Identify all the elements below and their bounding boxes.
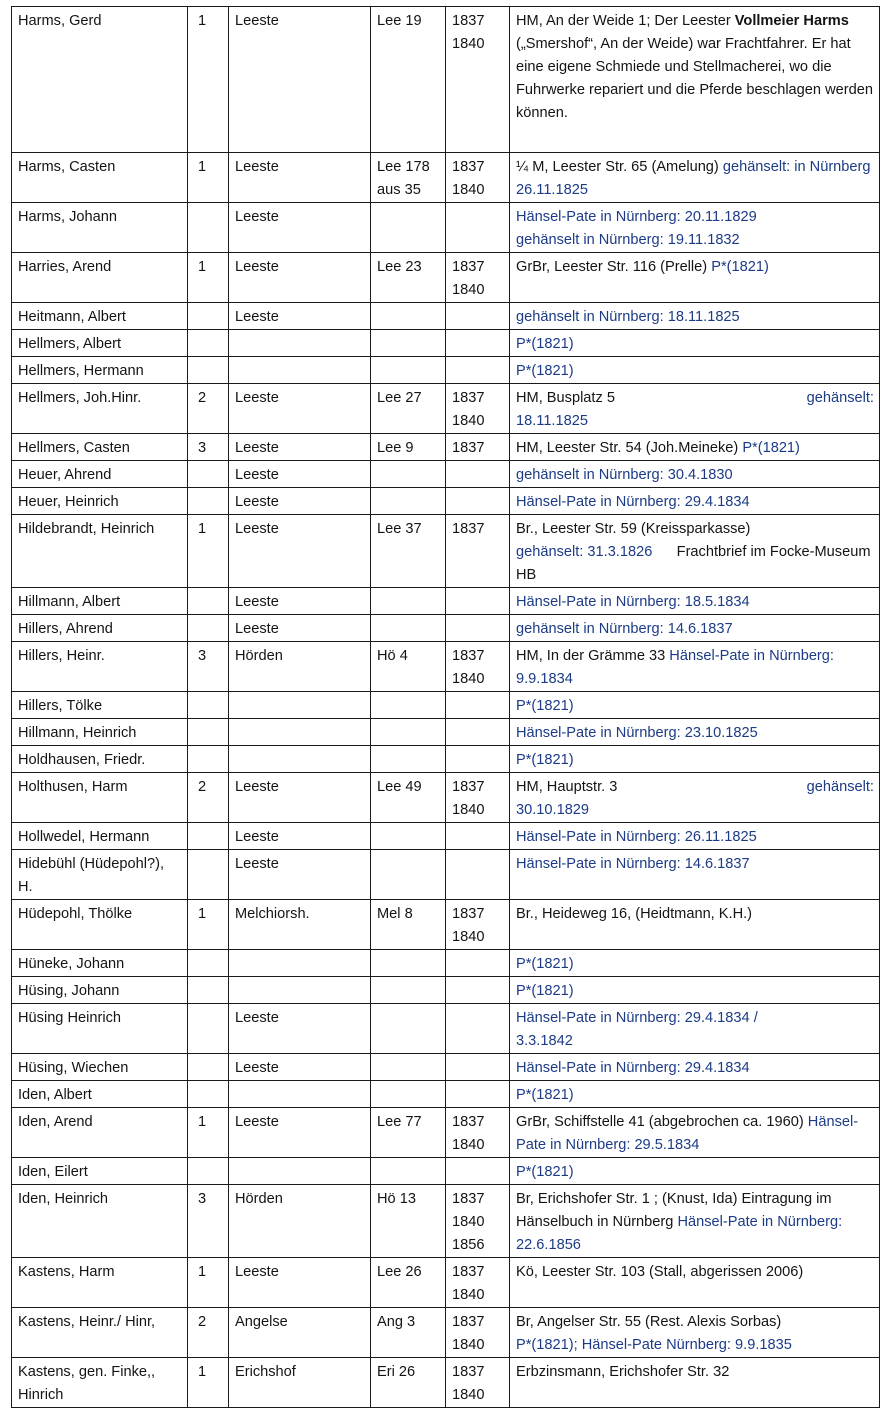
name-cell: Hollwedel, Hermann [12, 823, 188, 850]
lee-cell [371, 588, 446, 615]
place-cell: Leeste [229, 850, 371, 900]
name-cell: Hillers, Ahrend [12, 615, 188, 642]
years-cell [446, 7, 510, 153]
name-cell: Hellmers, Albert [12, 330, 188, 357]
name-cell: Holdhausen, Friedr. [12, 746, 188, 773]
note-blue-text: gehänselt: [806, 779, 874, 795]
lee-cell: Lee 27 [371, 384, 446, 434]
year: 1837 [452, 13, 485, 29]
number-cell [188, 588, 229, 615]
number-cell: 1 [188, 1358, 229, 1408]
note-cell [510, 515, 880, 588]
lee-cell: Lee 19 [371, 7, 446, 153]
note-blue-text: Hänsel-Pate Nürnberg: 9.9.1835 [581, 1337, 792, 1353]
lee-cell: Ang 3 [371, 1308, 446, 1358]
lee-cell: Lee 77 [371, 1108, 446, 1158]
place-cell: Leeste [229, 773, 371, 823]
lee-cell: Lee 37 [371, 515, 446, 588]
number-cell [188, 850, 229, 900]
note-text: Br, Angelser Str. 55 (Rest. Alexis Sorbas) [516, 1314, 782, 1330]
lee-cell [371, 977, 446, 1004]
note-cell [510, 1185, 880, 1258]
note-blue-text: 3.3.1842 [516, 1033, 573, 1049]
name-cell: Hidebühl (Hüdepohl?), H. [12, 850, 188, 900]
place-cell: Leeste [229, 515, 371, 588]
table-row [12, 1358, 880, 1408]
lee-value: Lee 178 [377, 159, 430, 175]
name-cell: Heitmann, Albert [12, 303, 188, 330]
years-cell [446, 950, 510, 977]
note-cell: P*(1821) [510, 1158, 880, 1185]
name-cell: Hellmers, Casten [12, 434, 188, 461]
years-cell [446, 1308, 510, 1358]
place-cell [229, 719, 371, 746]
year: 1840 [452, 671, 485, 687]
table-row [12, 977, 880, 1004]
years-cell [446, 1258, 510, 1308]
note-blue-text: gehänselt in Nürnberg: 19.11.1832 [516, 232, 740, 248]
years-cell [446, 773, 510, 823]
register-table [11, 6, 880, 1408]
year: 1837 [452, 1314, 485, 1330]
note-cell: P*(1821) [510, 977, 880, 1004]
place-cell: Hörden [229, 642, 371, 692]
table-row [12, 153, 880, 203]
table-row [12, 1158, 880, 1185]
name-cell: Heuer, Heinrich [12, 488, 188, 515]
name-cell: Hillmann, Albert [12, 588, 188, 615]
note-cell: gehänselt in Nürnberg: 18.11.1825 [510, 303, 880, 330]
note-blue-text: 18.11.1825 [516, 413, 588, 429]
note-blue-text: gehänselt: in Nürnberg 26.11.1825 [516, 159, 871, 198]
name-cell: Iden, Arend [12, 1108, 188, 1158]
place-cell: Leeste [229, 461, 371, 488]
year: 1840 [452, 1387, 485, 1403]
name-cell: Hüneke, Johann [12, 950, 188, 977]
note-cell: Hänsel-Pate in Nürnberg: 29.4.1834 [510, 488, 880, 515]
place-cell: Leeste [229, 823, 371, 850]
year: 1840 [452, 1137, 485, 1153]
note-blue-text: Hänsel-Pate in Nürnberg: 22.6.1856 [516, 1214, 843, 1253]
years-cell [446, 719, 510, 746]
lee-cell [371, 488, 446, 515]
number-cell: 1 [188, 7, 229, 153]
table-row [12, 719, 880, 746]
number-cell: 1 [188, 900, 229, 950]
place-cell [229, 1081, 371, 1108]
name-cell: Heuer, Ahrend [12, 461, 188, 488]
year: 1837 [452, 1114, 485, 1130]
years-cell [446, 203, 510, 253]
place-cell [229, 746, 371, 773]
number-cell [188, 950, 229, 977]
note-cell: Erbzinsmann, Erichshofer Str. 32 [510, 1358, 880, 1408]
lee-cell [371, 1158, 446, 1185]
note-bold-text: Vollmeier Harms [734, 13, 849, 29]
table-row [12, 253, 880, 303]
name-cell: Kastens, Harm [12, 1258, 188, 1308]
place-cell [229, 977, 371, 1004]
years-cell [446, 434, 510, 461]
lee-cell: Mel 8 [371, 900, 446, 950]
years-cell [446, 1054, 510, 1081]
place-cell: Leeste [229, 153, 371, 203]
place-cell: Melchiorsh. [229, 900, 371, 950]
table-row [12, 515, 880, 588]
note-cell [510, 434, 880, 461]
years-cell [446, 1108, 510, 1158]
name-cell: Hüsing Heinrich [12, 1004, 188, 1054]
number-cell [188, 303, 229, 330]
place-cell: Leeste [229, 1054, 371, 1081]
number-cell: 1 [188, 1258, 229, 1308]
place-cell: Leeste [229, 434, 371, 461]
name-cell: Harms, Casten [12, 153, 188, 203]
years-cell [446, 357, 510, 384]
number-cell [188, 357, 229, 384]
lee-cell: Lee 23 [371, 253, 446, 303]
number-cell [188, 330, 229, 357]
place-cell: Leeste [229, 203, 371, 253]
lee-cell [371, 153, 446, 203]
table-row [12, 1054, 880, 1081]
number-cell: 1 [188, 153, 229, 203]
table-row [12, 642, 880, 692]
years-cell [446, 642, 510, 692]
table-row [12, 746, 880, 773]
place-cell: Leeste [229, 488, 371, 515]
years-cell [446, 1358, 510, 1408]
number-cell: 2 [188, 384, 229, 434]
place-cell: Leeste [229, 1258, 371, 1308]
lee-cell [371, 719, 446, 746]
number-cell [188, 977, 229, 1004]
year: 1837 [452, 259, 485, 275]
table-row [12, 950, 880, 977]
table-row [12, 773, 880, 823]
note-text: GrBr, Schiffstelle 41 (abgebrochen ca. 1960) [516, 1114, 804, 1130]
number-cell [188, 1081, 229, 1108]
lee-cell: Lee 49 [371, 773, 446, 823]
table-row [12, 7, 880, 153]
year: 1840 [452, 413, 485, 429]
years-cell [446, 153, 510, 203]
note-blue-text: Hänsel-Pate in Nürnberg: 29.4.1834 / [516, 1010, 758, 1026]
year: 1840 [452, 282, 485, 298]
note-cell: Hänsel-Pate in Nürnberg: 23.10.1825 [510, 719, 880, 746]
table-row [12, 488, 880, 515]
years-cell [446, 1004, 510, 1054]
years-cell [446, 1185, 510, 1258]
place-cell: Erichshof [229, 1358, 371, 1408]
lee-cell: Hö 4 [371, 642, 446, 692]
place-cell [229, 1158, 371, 1185]
lee-cell [371, 357, 446, 384]
year: 1837 [452, 390, 485, 406]
note-cell [510, 642, 880, 692]
note-blue-text: 30.10.1829 [516, 802, 590, 818]
number-cell [188, 203, 229, 253]
year: 1840 [452, 182, 485, 198]
note-text: Br., Leester Str. 59 (Kreissparkasse) [516, 521, 751, 537]
document-page [11, 6, 879, 1403]
year: 1837 [452, 521, 485, 537]
note-cell: Br., Heideweg 16, (Heidtmann, K.H.) [510, 900, 880, 950]
note-text: HM, Hauptstr. 3 [516, 779, 618, 795]
year: 1840 [452, 929, 485, 945]
lee-cell [371, 692, 446, 719]
number-cell: 3 [188, 434, 229, 461]
name-cell: Hillers, Heinr. [12, 642, 188, 692]
note-cell: P*(1821) [510, 950, 880, 977]
lee-cell [371, 461, 446, 488]
years-cell [446, 823, 510, 850]
table-row [12, 203, 880, 253]
name-cell: Hillers, Tölke [12, 692, 188, 719]
year: 1837 [452, 779, 485, 795]
number-cell [188, 1004, 229, 1054]
note-cell: Hänsel-Pate in Nürnberg: 26.11.1825 [510, 823, 880, 850]
place-cell [229, 357, 371, 384]
place-cell [229, 950, 371, 977]
years-cell [446, 746, 510, 773]
years-cell [446, 977, 510, 1004]
note-cell: P*(1821) [510, 357, 880, 384]
lee-cell: Lee 9 [371, 434, 446, 461]
place-cell: Leeste [229, 1108, 371, 1158]
years-cell [446, 850, 510, 900]
note-cell: P*(1821) [510, 1081, 880, 1108]
note-text: HM, Leester Str. 54 (Joh.Meineke) [516, 440, 739, 456]
lee-cell [371, 950, 446, 977]
note-cell [510, 203, 880, 253]
note-text: Br, Erichshofer Str. 1 ; (Knust, Ida) Eintragung im Hänselbuch in Nürnberg [516, 1191, 832, 1230]
note-cell: gehänselt in Nürnberg: 14.6.1837 [510, 615, 880, 642]
table-row [12, 330, 880, 357]
note-blue-text: gehänselt: [806, 390, 874, 406]
note-blue-text: Hänsel-Pate in Nürnberg: 29.5.1834 [516, 1114, 859, 1153]
number-cell [188, 488, 229, 515]
note-cell [510, 384, 880, 434]
note-text: GrBr, Leester Str. 116 (Prelle) [516, 259, 708, 275]
place-cell: Leeste [229, 384, 371, 434]
table-row [12, 692, 880, 719]
table-row [12, 1308, 880, 1358]
note-cell [510, 773, 880, 823]
table-row [12, 823, 880, 850]
years-cell [446, 588, 510, 615]
note-text: HM, Busplatz 5 [516, 390, 615, 406]
table-row [12, 1258, 880, 1308]
lee-cell [371, 615, 446, 642]
name-cell: Hüdepohl, Thölke [12, 900, 188, 950]
number-cell [188, 1158, 229, 1185]
note-cell: Hänsel-Pate in Nürnberg: 14.6.1837 [510, 850, 880, 900]
note-cell: Hänsel-Pate in Nürnberg: 18.5.1834 [510, 588, 880, 615]
name-cell: Hillmann, Heinrich [12, 719, 188, 746]
note-cell [510, 253, 880, 303]
number-cell: 3 [188, 642, 229, 692]
name-cell: Iden, Heinrich [12, 1185, 188, 1258]
table-row [12, 303, 880, 330]
name-cell: Hildebrandt, Heinrich [12, 515, 188, 588]
number-cell: 1 [188, 515, 229, 588]
table-row [12, 1185, 880, 1258]
number-cell [188, 823, 229, 850]
years-cell [446, 303, 510, 330]
number-cell: 3 [188, 1185, 229, 1258]
name-cell: Iden, Eilert [12, 1158, 188, 1185]
place-cell: Leeste [229, 253, 371, 303]
table-row [12, 588, 880, 615]
table-row [12, 384, 880, 434]
name-cell: Kastens, gen. Finke,, Hinrich [12, 1358, 188, 1408]
note-cell: P*(1821) [510, 746, 880, 773]
table-row [12, 615, 880, 642]
table-row [12, 357, 880, 384]
name-cell: Holthusen, Harm [12, 773, 188, 823]
name-cell: Hellmers, Joh.Hinr. [12, 384, 188, 434]
years-cell [446, 1158, 510, 1185]
place-cell: Leeste [229, 1004, 371, 1054]
lee-value: aus 35 [377, 182, 421, 198]
name-cell: Hüsing, Wiechen [12, 1054, 188, 1081]
number-cell [188, 746, 229, 773]
note-blue-text: gehänselt: 31.3.1826 [516, 544, 653, 560]
place-cell [229, 330, 371, 357]
place-cell: Leeste [229, 588, 371, 615]
year: 1840 [452, 1337, 485, 1353]
note-cell [510, 153, 880, 203]
name-cell: Iden, Albert [12, 1081, 188, 1108]
note-cell [510, 1004, 880, 1054]
years-cell [446, 384, 510, 434]
lee-cell [371, 1004, 446, 1054]
lee-cell: Eri 26 [371, 1358, 446, 1408]
lee-cell [371, 330, 446, 357]
years-cell [446, 615, 510, 642]
year: 1856 [452, 1237, 485, 1253]
year: 1837 [452, 648, 485, 664]
number-cell: 1 [188, 1108, 229, 1158]
note-blue-text: P*(1821) [742, 440, 800, 456]
number-cell [188, 719, 229, 746]
lee-cell: Hö 13 [371, 1185, 446, 1258]
note-cell: gehänselt in Nürnberg: 30.4.1830 [510, 461, 880, 488]
year: 1837 [452, 1264, 485, 1280]
name-cell: Harries, Arend [12, 253, 188, 303]
years-cell [446, 692, 510, 719]
number-cell [188, 1054, 229, 1081]
place-cell: Leeste [229, 303, 371, 330]
note-text: ¼ M, Leester Str. 65 (Amelung) [516, 159, 719, 175]
year: 1840 [452, 36, 485, 52]
note-blue-text: P*(1821); [516, 1337, 578, 1353]
number-cell [188, 461, 229, 488]
name-cell: Hüsing, Johann [12, 977, 188, 1004]
note-cell: Kö, Leester Str. 103 (Stall, abgerissen 2006) [510, 1258, 880, 1308]
name-cell: Hellmers, Hermann [12, 357, 188, 384]
lee-cell [371, 746, 446, 773]
lee-cell [371, 850, 446, 900]
note-cell: Hänsel-Pate in Nürnberg: 29.4.1834 [510, 1054, 880, 1081]
years-cell [446, 515, 510, 588]
place-cell: Leeste [229, 615, 371, 642]
year: 1837 [452, 440, 485, 456]
name-cell: Harms, Gerd [12, 7, 188, 153]
lee-cell [371, 1054, 446, 1081]
years-cell [446, 900, 510, 950]
year: 1837 [452, 1191, 485, 1207]
lee-cell [371, 203, 446, 253]
note-cell [510, 7, 880, 153]
note-blue-text: P*(1821) [711, 259, 769, 275]
years-cell [446, 461, 510, 488]
table-row [12, 850, 880, 900]
table-row [12, 1108, 880, 1158]
note-text: Frachtbrief im Focke-Museum HB [516, 544, 871, 583]
number-cell: 2 [188, 1308, 229, 1358]
lee-cell [371, 1081, 446, 1108]
note-text: HM, An der Weide 1; Der Leester [516, 13, 735, 29]
year: 1840 [452, 802, 485, 818]
note-cell [510, 1108, 880, 1158]
note-text: HM, In der Grämme 33 [516, 648, 666, 664]
name-cell: Harms, Johann [12, 203, 188, 253]
table-row [12, 1081, 880, 1108]
number-cell: 1 [188, 253, 229, 303]
note-cell: P*(1821) [510, 330, 880, 357]
years-cell [446, 1081, 510, 1108]
place-cell: Leeste [229, 7, 371, 153]
place-cell: Hörden [229, 1185, 371, 1258]
year: 1837 [452, 1364, 485, 1380]
year: 1837 [452, 159, 485, 175]
lee-cell [371, 303, 446, 330]
years-cell [446, 488, 510, 515]
years-cell [446, 253, 510, 303]
table-row [12, 1004, 880, 1054]
place-cell [229, 692, 371, 719]
name-cell: Kastens, Heinr./ Hinr, [12, 1308, 188, 1358]
number-cell [188, 615, 229, 642]
note-text: („Smershof“, An der Weide) war Frachtfahrer. Er hat eine eigene Schmiede und Stellmacherei, wo die Fuhrwerke repariert und die Pferde beschlagen werden können. [516, 36, 873, 121]
lee-cell [371, 823, 446, 850]
table-row [12, 434, 880, 461]
table-row [12, 461, 880, 488]
year: 1840 [452, 1287, 485, 1303]
lee-cell: Lee 26 [371, 1258, 446, 1308]
note-blue-text: Hänsel-Pate in Nürnberg: 20.11.1829 [516, 209, 757, 225]
note-blue-text: Hänsel-Pate in Nürnberg: 9.9.1834 [516, 648, 834, 687]
year: 1837 [452, 906, 485, 922]
years-cell [446, 330, 510, 357]
number-cell: 2 [188, 773, 229, 823]
note-cell [510, 1308, 880, 1358]
place-cell: Angelse [229, 1308, 371, 1358]
note-cell: P*(1821) [510, 692, 880, 719]
table-row [12, 900, 880, 950]
year: 1840 [452, 1214, 485, 1230]
number-cell [188, 692, 229, 719]
